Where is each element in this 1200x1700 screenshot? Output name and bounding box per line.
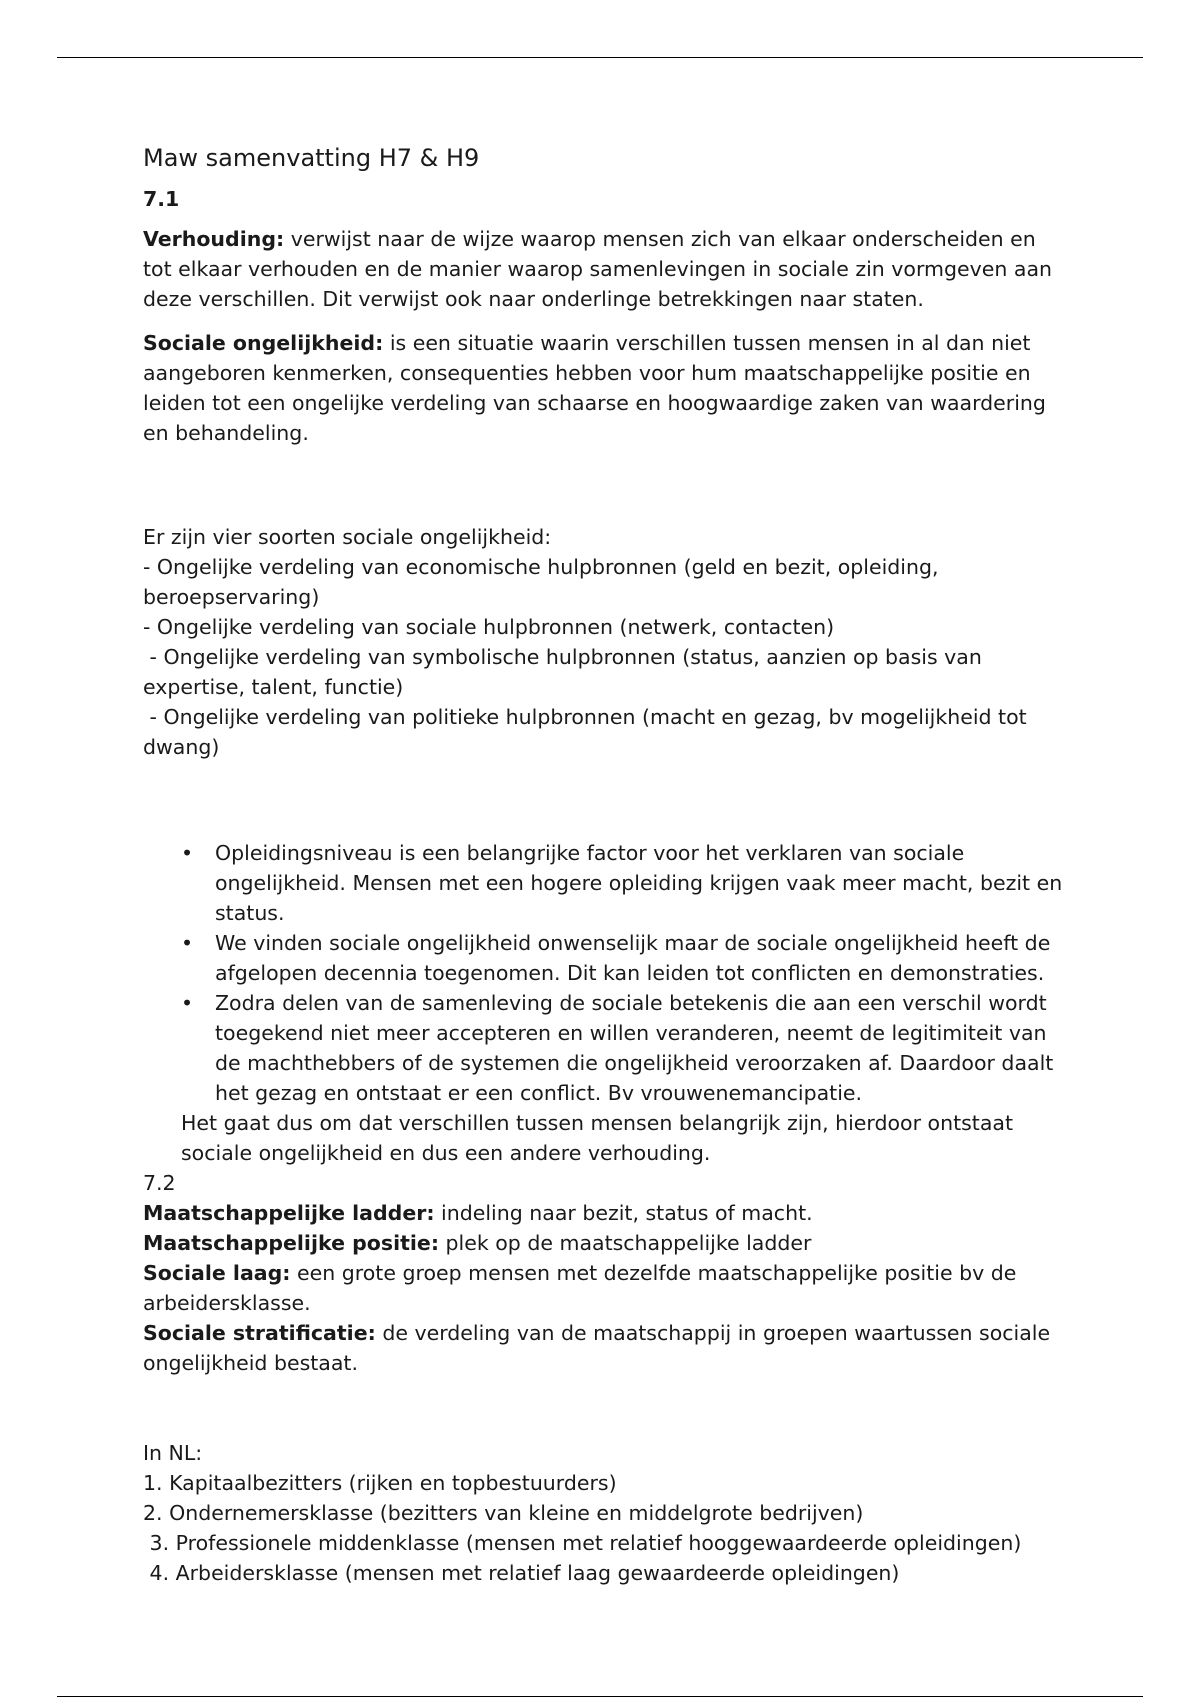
definition-text: de verdeling van de maatschappij in groepen waartussen sociale ongelijkheid bestaat. bbox=[143, 1321, 1051, 1375]
class-item: 3. Professionele middenklasse (mensen met relatief hooggewaardeerde opleidingen) bbox=[143, 1531, 1022, 1555]
bullet-item: • Zodra delen van de samenleving de sociale betekenis die aan een verschil wordt toegekend niet meer accepteren en willen veranderen, neemt de legitimiteit van de machthebbers of de systemen die ongelijkheid veroorzaken af. Daardoor daalt het gezag en ontstaat er een conflict. Bv vrouwenemancipatie. bbox=[181, 988, 1063, 1108]
class-item: 4. Arbeidersklasse (mensen met relatief laag gewaardeerde opleidingen) bbox=[143, 1561, 900, 1585]
definition-maatschappelijke-positie bbox=[143, 1228, 1063, 1258]
definition-term: Sociale laag: bbox=[143, 1261, 291, 1285]
definition-text: is een situatie waarin verschillen tussen mensen in al dan niet aangeboren kenmerken, consequenties hebben voor hum maatschappelijke positie en leiden tot een ongelijke verdeling van schaarse en hoogwaardige zaken van waardering en behandeling. bbox=[143, 331, 1046, 445]
class-item: 1. Kapitaalbezitters (rijken en topbestuurders) bbox=[143, 1471, 617, 1495]
inequality-type-item: - Ongelijke verdeling van sociale hulpbronnen (netwerk, contacten) bbox=[143, 615, 835, 639]
definition-term: Sociale stratificatie: bbox=[143, 1321, 376, 1345]
definition-maatschappelijke-ladder bbox=[143, 1198, 1063, 1228]
inequality-type-item: - Ongelijke verdeling van politieke hulpbronnen (macht en gezag, bv mogelijkheid tot dwang) bbox=[143, 705, 1034, 759]
definition-text: plek op de maatschappelijke ladder bbox=[439, 1231, 812, 1255]
definition-sociale-laag bbox=[143, 1258, 1063, 1318]
definition-sociale-ongelijkheid bbox=[143, 328, 1063, 448]
definition-verhouding bbox=[143, 224, 1063, 314]
page-top-rule bbox=[57, 57, 1143, 58]
section-heading-7-2: 7.2 bbox=[143, 1171, 176, 1195]
inequality-types bbox=[143, 462, 1063, 822]
bullet-item: • Opleidingsniveau is een belangrijke factor voor het verklaren van sociale ongelijkheid. Mensen met een hogere opleiding krijgen vaak meer macht, bezit en status. bbox=[181, 838, 1063, 928]
definition-text: een grote groep mensen met dezelfde maatschappelijke positie bv de arbeidersklasse. bbox=[143, 1261, 1017, 1315]
section-heading-7-1: 7.1 bbox=[143, 187, 180, 211]
inequality-types-intro: Er zijn vier soorten sociale ongelijkheid: bbox=[143, 525, 552, 549]
definition-sociale-stratificatie bbox=[143, 1318, 1063, 1378]
bullet-item: • We vinden sociale ongelijkheid onwenselijk maar de sociale ongelijkheid heeft de afgelopen decennia toegenomen. Dit kan leiden tot conflicten en demonstraties. bbox=[181, 928, 1063, 988]
bullet-list bbox=[143, 838, 1063, 1108]
definition-text: indeling naar bezit, status of macht. bbox=[434, 1201, 813, 1225]
class-item: 2. Ondernemersklasse (bezitters van kleine en middelgrote bedrijven) bbox=[143, 1501, 864, 1525]
definition-term: Verhouding: bbox=[143, 227, 285, 251]
document-body bbox=[143, 140, 1063, 1648]
nl-intro: In NL: bbox=[143, 1441, 203, 1465]
page-bottom-rule bbox=[57, 1696, 1143, 1697]
definition-term: Maatschappelijke ladder: bbox=[143, 1201, 435, 1225]
inequality-type-item: - Ongelijke verdeling van symbolische hulpbronnen (status, aanzien op basis van expertise, talent, functie) bbox=[143, 645, 989, 699]
definition-text: verwijst naar de wijze waarop mensen zich van elkaar onderscheiden en tot elkaar verhouden en de manier waarop samenlevingen in sociale zin vormgeven aan deze verschillen. Dit verwijst ook naar onderlinge betrekkingen naar staten. bbox=[143, 227, 1053, 311]
document-title: Maw samenvatting H7 & H9 bbox=[143, 144, 480, 172]
definition-term: Maatschappelijke positie: bbox=[143, 1231, 440, 1255]
inequality-type-item: - Ongelijke verdeling van economische hulpbronnen (geld en bezit, opleiding, beroepservaring) bbox=[143, 555, 946, 609]
definition-term: Sociale ongelijkheid: bbox=[143, 331, 384, 355]
conclusion-text: Het gaat dus om dat verschillen tussen mensen belangrijk zijn, hierdoor ontstaat sociale ongelijkheid en dus een andere verhouding. bbox=[181, 1111, 1013, 1165]
nl-classes bbox=[143, 1378, 1063, 1648]
